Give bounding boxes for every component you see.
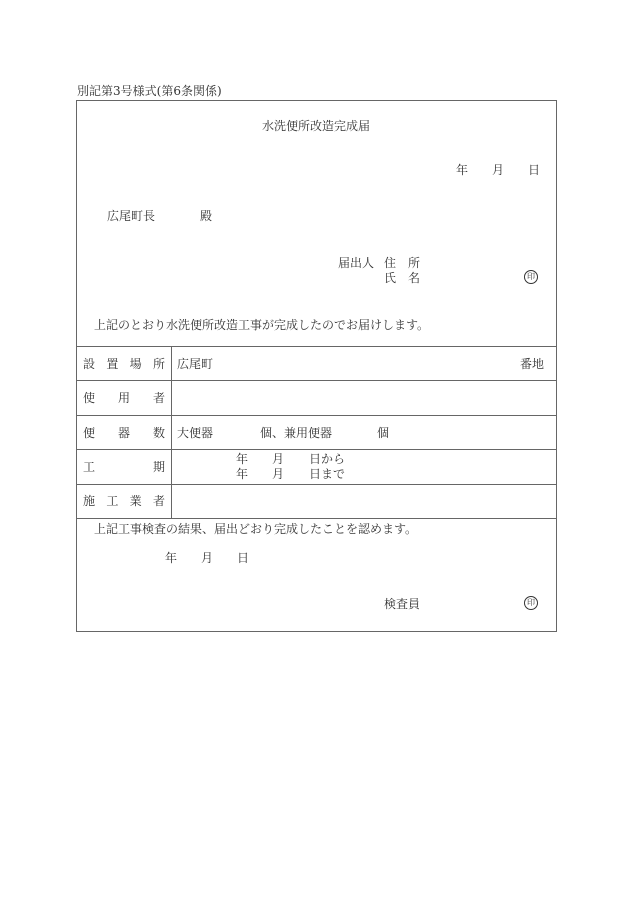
addressee-honorific: 殿 [200, 209, 213, 223]
period-from-month: 月 [272, 452, 285, 466]
applicant-address-label: 住 所 [384, 256, 421, 270]
label-char: 置 [106, 357, 119, 371]
label-char: 者 [152, 391, 165, 405]
user-field[interactable] [177, 391, 547, 405]
label-char: 数 [152, 426, 165, 440]
period-from-day: 日から [309, 452, 346, 466]
applicant-label: 届出人 [338, 256, 375, 270]
label-char: 者 [152, 494, 165, 508]
date-day-label: 日 [528, 163, 541, 177]
table-divider [76, 484, 556, 485]
notice-text: 上記のとおり水洗便所改造工事が完成したのでお届けします。 [94, 318, 430, 332]
period-from-year: 年 [236, 452, 249, 466]
label-char: 便 [83, 426, 96, 440]
applicant-name-label: 氏 名 [384, 271, 421, 285]
row-label-toilet-count [83, 426, 165, 440]
approval-month-label: 月 [201, 551, 214, 565]
location-suffix: 番地 [520, 357, 545, 371]
period-to-month: 月 [272, 467, 285, 481]
row-label-period [83, 460, 165, 474]
toilet-count-unit: 個 [377, 426, 390, 440]
addressee-name: 広尾町長 [107, 209, 156, 223]
row-label-contractor [83, 494, 165, 508]
approval-year-label: 年 [165, 551, 178, 565]
date-month-label: 月 [492, 163, 505, 177]
label-char: 設 [83, 357, 96, 371]
label-char: 使 [83, 391, 96, 405]
label-char: 工 [83, 460, 96, 474]
label-char: 業 [129, 494, 142, 508]
label-char: 施 [83, 494, 96, 508]
label-char: 器 [117, 426, 130, 440]
label-char: 場 [129, 357, 142, 371]
date-year-label: 年 [456, 163, 469, 177]
approval-text: 上記工事検査の結果、届出どおり完成したことを認めます。 [94, 522, 418, 536]
table-divider [76, 346, 556, 347]
contractor-field[interactable] [177, 494, 547, 508]
toilet-type-shared: 個、兼用便器 [260, 426, 333, 440]
table-divider [76, 518, 556, 519]
table-divider [76, 449, 556, 450]
seal-icon: 印 [524, 596, 538, 610]
location-value[interactable]: 広尾町 [177, 357, 214, 371]
row-label-user [83, 391, 165, 405]
table-column-divider [171, 346, 172, 518]
toilet-type-western: 大便器 [177, 426, 214, 440]
form-code: 別記第3号様式(第6条関係) [77, 84, 222, 98]
label-char: 工 [106, 494, 119, 508]
period-to-year: 年 [236, 467, 249, 481]
label-char: 所 [152, 357, 165, 371]
period-to-day: 日まで [309, 467, 346, 481]
seal-icon: 印 [524, 270, 538, 284]
label-char: 用 [117, 391, 130, 405]
table-divider [76, 415, 556, 416]
row-label-location [83, 357, 165, 371]
form-title: 水洗便所改造完成届 [262, 119, 371, 133]
approval-day-label: 日 [237, 551, 250, 565]
inspector-label: 検査員 [384, 597, 421, 611]
label-char: 期 [152, 460, 165, 474]
table-divider [76, 380, 556, 381]
